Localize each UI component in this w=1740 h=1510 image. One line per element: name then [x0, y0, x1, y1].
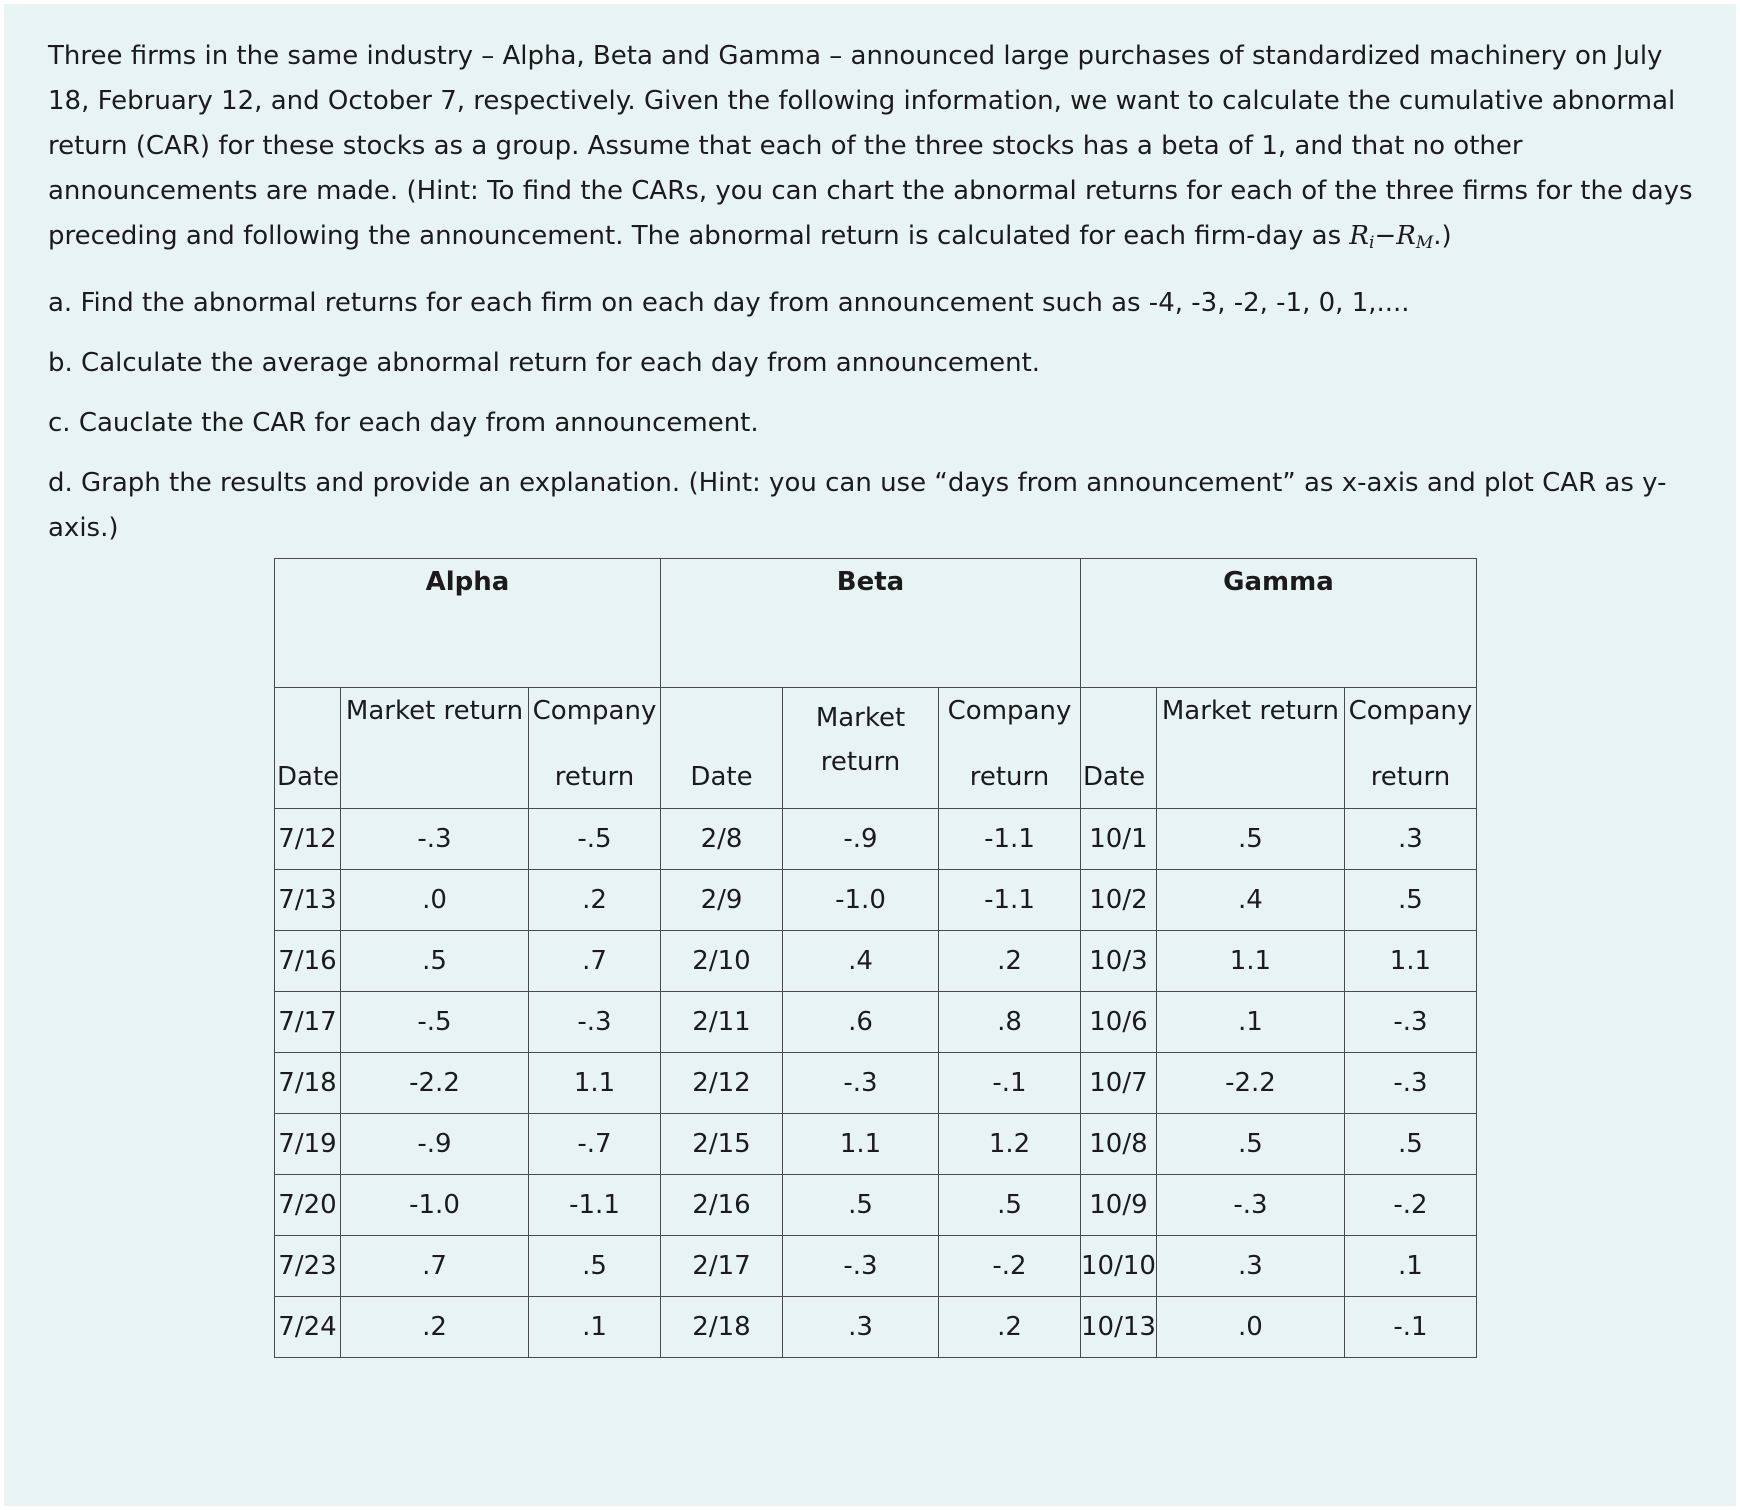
beta-company-return-cell: .2 — [939, 931, 1081, 992]
gamma-company-return-cell: 1.1 — [1344, 931, 1476, 992]
beta-market-return-cell: .6 — [783, 992, 939, 1053]
alpha-company-return-cell: -1.1 — [529, 1175, 661, 1236]
gamma-company-return-header: Company return — [1344, 688, 1476, 809]
gamma-market-return-cell: .5 — [1156, 809, 1344, 870]
gamma-date-cell: 10/9 — [1081, 1175, 1157, 1236]
gamma-date-cell: 10/8 — [1081, 1114, 1157, 1175]
gamma-company-return-cell: .5 — [1344, 1114, 1476, 1175]
gamma-company-return-cell: -.1 — [1344, 1297, 1476, 1358]
beta-company-return-cell: .8 — [939, 992, 1081, 1053]
gamma-date-cell: 10/13 — [1081, 1297, 1157, 1358]
beta-company-return-cell: -.1 — [939, 1053, 1081, 1114]
beta-market-return-cell: -1.0 — [783, 870, 939, 931]
gamma-market-return-header: Market return — [1156, 688, 1344, 809]
gamma-market-return-cell: .4 — [1156, 870, 1344, 931]
beta-date-cell: 2/16 — [661, 1175, 783, 1236]
problem-intro: Three firms in the same industry – Alpha, Beta and Gamma – announced large purchases of standardized machinery on July 18, February 12, and October 7, respectively. Given the following information, we want to calculate the cumulative abnormal return (CAR) for these stocks as a group. Assume that each of the three stocks has a beta of 1, and that no other announcements are made. (Hint: To find the CARs, you can chart the abnormal returns for each of the three firms for the days preceding and following the announcement. The abnormal return is calculated for each firm-day as $R_i-R_M$.) — [48, 41, 1693, 253]
gamma-date-cell: 10/7 — [1081, 1053, 1157, 1114]
alpha-date-cell: 7/24 — [275, 1297, 341, 1358]
alpha-date-cell: 7/19 — [275, 1114, 341, 1175]
firm-name-beta: Beta — [661, 559, 1081, 688]
table-row — [275, 1175, 1477, 1236]
beta-date-cell: 2/15 — [661, 1114, 783, 1175]
gamma-date-cell: 10/2 — [1081, 870, 1157, 931]
table-row — [275, 1053, 1477, 1114]
gamma-date-cell: 10/10 — [1081, 1236, 1157, 1297]
alpha-date-cell: 7/23 — [275, 1236, 341, 1297]
gamma-market-return-cell: -.3 — [1156, 1175, 1344, 1236]
alpha-market-return-cell: -.9 — [341, 1114, 529, 1175]
table-row — [275, 931, 1477, 992]
alpha-market-return-cell: -.5 — [341, 992, 529, 1053]
beta-company-return-cell: .2 — [939, 1297, 1081, 1358]
firm-name-gamma: Gamma — [1081, 559, 1477, 688]
table-row — [275, 1114, 1477, 1175]
alpha-market-return-cell: -.3 — [341, 809, 529, 870]
alpha-company-return-cell: -.7 — [529, 1114, 661, 1175]
question-part-c: c. Cauclate the CAR for each day from announcement. — [48, 408, 759, 438]
alpha-company-return-cell: .1 — [529, 1297, 661, 1358]
alpha-market-return-cell: .5 — [341, 931, 529, 992]
gamma-company-return-cell: .3 — [1344, 809, 1476, 870]
alpha-date-header: Date — [275, 688, 341, 809]
alpha-company-return-cell: 1.1 — [529, 1053, 661, 1114]
gamma-date-header: Date — [1081, 688, 1157, 809]
alpha-company-return-header: Company return — [529, 688, 661, 809]
gamma-company-return-cell: -.3 — [1344, 992, 1476, 1053]
beta-date-cell: 2/10 — [661, 931, 783, 992]
alpha-market-return-cell: -1.0 — [341, 1175, 529, 1236]
beta-market-return-cell: .4 — [783, 931, 939, 992]
beta-date-cell: 2/8 — [661, 809, 783, 870]
beta-date-cell: 2/12 — [661, 1053, 783, 1114]
gamma-date-cell: 10/6 — [1081, 992, 1157, 1053]
question-part-a: a. Find the abnormal returns for each firm on each day from announcement such as -4, -3, -2, -1, 0, 1,.... — [48, 288, 1410, 318]
alpha-date-cell: 7/17 — [275, 992, 341, 1053]
alpha-company-return-cell: .7 — [529, 931, 661, 992]
beta-company-return-cell: 1.2 — [939, 1114, 1081, 1175]
beta-company-return-cell: -1.1 — [939, 870, 1081, 931]
question-part-d: d. Graph the results and provide an explanation. (Hint: you can use “days from announcement” as x-axis and plot CAR as y-axis.) — [48, 468, 1667, 543]
gamma-market-return-cell: 1.1 — [1156, 931, 1344, 992]
alpha-market-return-header: Market return — [341, 688, 529, 809]
gamma-market-return-cell: .0 — [1156, 1297, 1344, 1358]
alpha-company-return-cell: .5 — [529, 1236, 661, 1297]
gamma-market-return-cell: .1 — [1156, 992, 1344, 1053]
beta-market-return-cell: -.9 — [783, 809, 939, 870]
beta-date-header: Date — [661, 688, 783, 809]
gamma-company-return-cell: -.3 — [1344, 1053, 1476, 1114]
beta-market-return-cell: -.3 — [783, 1053, 939, 1114]
gamma-company-return-cell: .1 — [1344, 1236, 1476, 1297]
beta-company-return-cell: .5 — [939, 1175, 1081, 1236]
beta-market-return-header: Market return — [783, 688, 939, 809]
alpha-market-return-cell: .2 — [341, 1297, 529, 1358]
gamma-company-return-cell: -.2 — [1344, 1175, 1476, 1236]
alpha-company-return-cell: .2 — [529, 870, 661, 931]
beta-market-return-cell: 1.1 — [783, 1114, 939, 1175]
table-row — [275, 809, 1477, 870]
beta-date-cell: 2/18 — [661, 1297, 783, 1358]
gamma-market-return-cell: -2.2 — [1156, 1053, 1344, 1114]
table-row — [275, 1236, 1477, 1297]
beta-market-return-cell: .3 — [783, 1297, 939, 1358]
gamma-date-cell: 10/3 — [1081, 931, 1157, 992]
table-row — [275, 1297, 1477, 1358]
question-part-b: b. Calculate the average abnormal return for each day from announcement. — [48, 348, 1041, 378]
gamma-company-return-cell: .5 — [1344, 870, 1476, 931]
firm-header-row — [275, 559, 1477, 688]
alpha-date-cell: 7/13 — [275, 870, 341, 931]
gamma-market-return-cell: .3 — [1156, 1236, 1344, 1297]
table-row — [275, 992, 1477, 1053]
beta-date-cell: 2/9 — [661, 870, 783, 931]
beta-company-return-cell: -.2 — [939, 1236, 1081, 1297]
question-card — [4, 4, 1736, 1506]
table-row — [275, 870, 1477, 931]
beta-company-return-header: Company return — [939, 688, 1081, 809]
alpha-date-cell: 7/18 — [275, 1053, 341, 1114]
alpha-market-return-cell: -2.2 — [341, 1053, 529, 1114]
beta-date-cell: 2/17 — [661, 1236, 783, 1297]
alpha-date-cell: 7/12 — [275, 809, 341, 870]
problem-text — [48, 34, 1708, 551]
alpha-company-return-cell: -.5 — [529, 809, 661, 870]
alpha-market-return-cell: .7 — [341, 1236, 529, 1297]
gamma-date-cell: 10/1 — [1081, 809, 1157, 870]
beta-company-return-cell: -1.1 — [939, 809, 1081, 870]
beta-market-return-cell: .5 — [783, 1175, 939, 1236]
column-header-row — [275, 688, 1477, 809]
gamma-market-return-cell: .5 — [1156, 1114, 1344, 1175]
alpha-date-cell: 7/20 — [275, 1175, 341, 1236]
beta-date-cell: 2/11 — [661, 992, 783, 1053]
alpha-company-return-cell: -.3 — [529, 992, 661, 1053]
alpha-date-cell: 7/16 — [275, 931, 341, 992]
returns-table — [274, 558, 1477, 1358]
abnormal-return-formula: $R_i-R_M$ — [1349, 221, 1434, 253]
beta-market-return-cell: -.3 — [783, 1236, 939, 1297]
firm-name-alpha: Alpha — [275, 559, 661, 688]
alpha-market-return-cell: .0 — [341, 870, 529, 931]
